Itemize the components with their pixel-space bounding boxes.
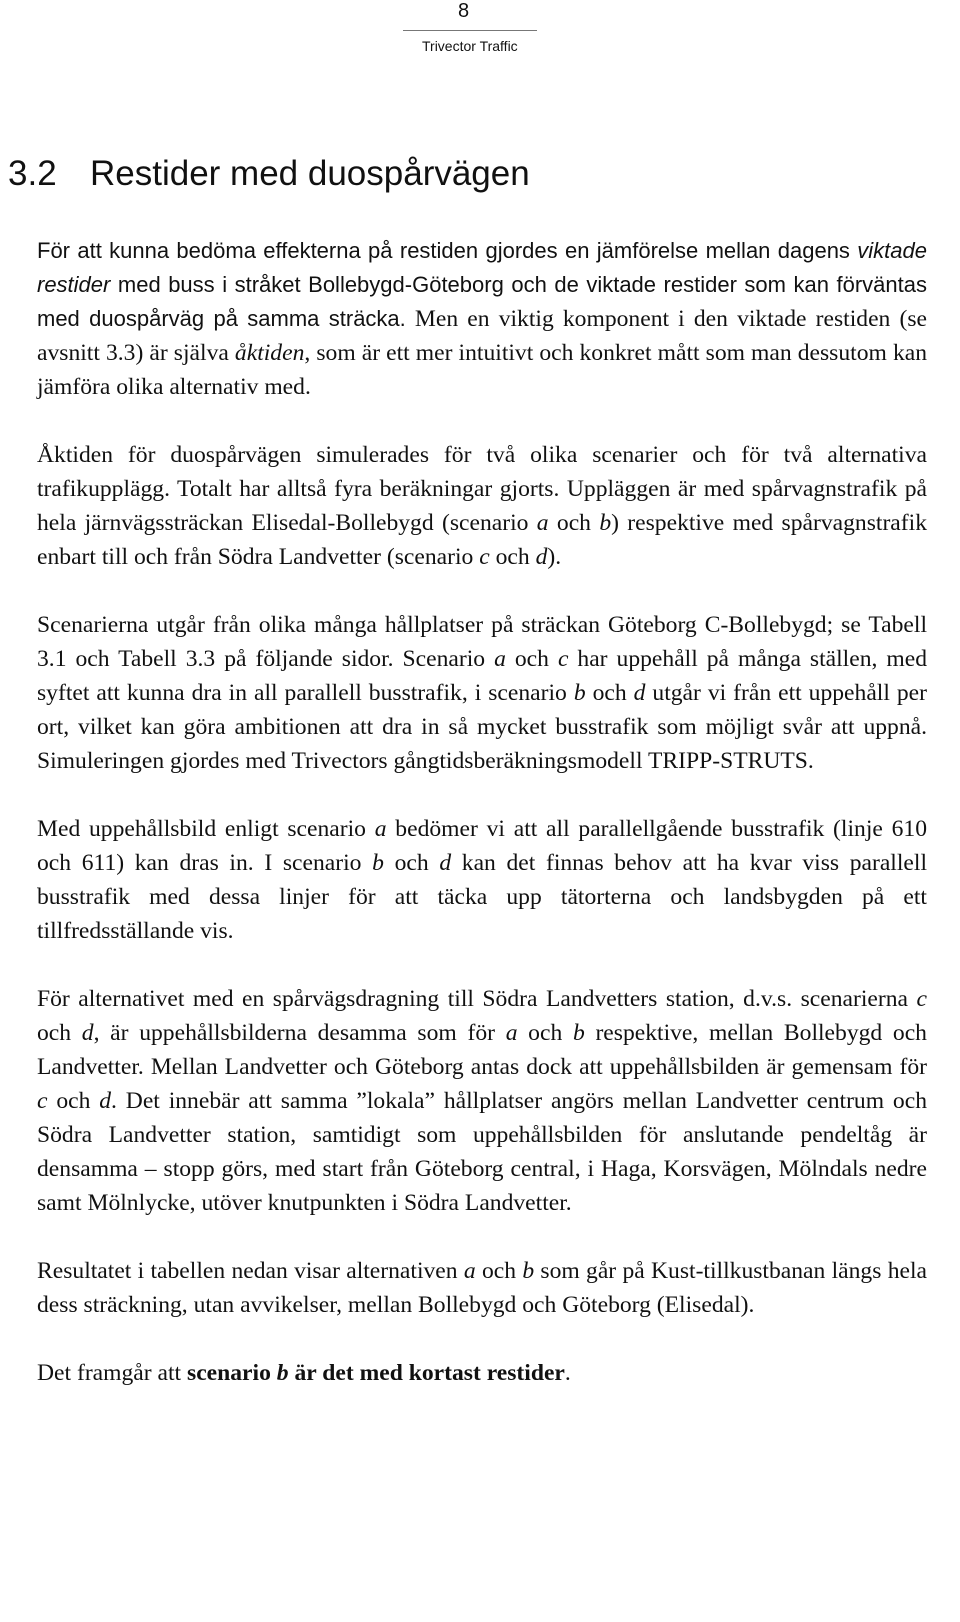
text-run: . Det innebär att samma ”lokala” hållplatser angörs mellan Landvetter centrum och Södra Landvetter station, samtidigt som uppehållsbilden för anslutande pendeltåg är densamma – stopp görs, med start från Göteborg central, i Haga, Korsvägen, Mölndals nedre samt Mölnlycke, utöver knutpunkten i Södra Landvetter.: [37, 1088, 927, 1216]
text-run-italic: b: [573, 680, 586, 706]
paragraph-1: [37, 234, 927, 404]
text-run: bedömer vi att all parallellgående busstrafik (linje 610 och 611) kan dras in. I scenario: [37, 816, 927, 876]
text-run-italic: a: [494, 646, 506, 672]
paragraph-2: [37, 438, 927, 574]
text-run-bold: scenario: [187, 1360, 277, 1386]
text-run: För alternativet med en spårvägsdragning till Södra Landvetters station, d.v.s. scenarierna: [37, 986, 917, 1012]
text-run-italic: a: [505, 1020, 518, 1046]
section-title: Restider med duospårvägen: [90, 154, 530, 193]
page-number: 8: [458, 0, 470, 22]
text-run-italic: c: [37, 1088, 48, 1114]
text-run-bold: är det med kortast restider: [288, 1360, 565, 1386]
text-run-italic: d: [99, 1088, 112, 1114]
text-run-italic: b: [572, 1020, 585, 1046]
text-run: och: [505, 646, 558, 672]
text-run-bold-italic: b: [276, 1360, 289, 1386]
text-run-italic: d: [439, 850, 452, 876]
body-text: [37, 234, 927, 1390]
paragraph-4: [37, 812, 927, 948]
section-number: 3.2: [8, 154, 57, 193]
text-run: har uppehåll på många ställen, med syftet att kunna dra in all parallell busstrafik, i scenario: [37, 646, 928, 706]
text-run-italic: c: [916, 986, 927, 1012]
header-rule: [403, 30, 537, 31]
text-run-italic: d: [633, 680, 646, 706]
text-run-italic: b: [599, 510, 612, 536]
text-run: Resultatet i tabellen nedan visar alternativen: [37, 1258, 464, 1284]
text-run: .: [564, 1360, 571, 1386]
text-run: och: [548, 510, 600, 536]
text-run: , som är ett mer intuitivt och konkret mått som man dessutom kan jämföra olika alternativ med.: [37, 340, 928, 400]
text-run: och: [585, 680, 634, 706]
text-run: med buss i stråket Bollebygd-Göteborg och de viktade restider som kan förväntas med duospårväg på samma sträcka.: [37, 272, 927, 331]
page-header: [0, 0, 960, 70]
text-run: , är uppehållsbilderna desamma som för: [93, 1020, 506, 1046]
text-run-italic: c: [479, 544, 490, 570]
text-run: kan det finnas behov att ha kvar viss parallell busstrafik med dessa linjer för att täcka upp tätorterna och landsbygden på ett tillfredsställande vis.: [37, 850, 928, 944]
paragraph-5: [37, 982, 927, 1220]
section-heading: [8, 154, 530, 194]
text-run: och: [475, 1258, 523, 1284]
text-run: och: [383, 850, 440, 876]
text-run-italic: åktiden: [234, 340, 305, 366]
text-run: och: [489, 544, 536, 570]
text-run: För att kunna bedöma effekterna på restiden gjordes en jämförelse mellan dagens: [37, 238, 858, 263]
text-run: Det framgår att: [37, 1360, 188, 1386]
text-run: respektive, mellan Bollebygd och Landvetter. Mellan Landvetter och Göteborg antas dock att uppehållsbilden är gemensam för: [37, 1020, 927, 1080]
text-run: och: [47, 1088, 100, 1114]
text-run: ).: [547, 544, 562, 570]
paragraph-6: [37, 1254, 927, 1322]
text-run: och: [517, 1020, 573, 1046]
text-run-italic: viktade restider: [37, 238, 927, 297]
text-run: ) respektive med spårvagnstrafik enbart till och från Södra Landvetter (scenario: [37, 510, 927, 570]
paragraph-7: [37, 1356, 927, 1390]
text-run-italic: a: [463, 1258, 476, 1284]
text-run-italic: b: [522, 1258, 535, 1284]
text-run: och: [37, 1020, 82, 1046]
text-run-italic: b: [372, 850, 384, 876]
paragraph-3: [37, 608, 927, 778]
text-run-italic: c: [557, 646, 569, 672]
text-run-italic: a: [536, 510, 549, 536]
text-run: Men en viktig komponent i den viktade restiden (se avsnitt 3.3) är själva: [37, 306, 927, 366]
running-title: Trivector Traffic: [422, 38, 518, 54]
text-run-italic: d: [81, 1020, 94, 1046]
text-run: utgår vi från ett uppehåll per ort, vilket kan göra ambitionen att dra in så mycket busstrafik som möjligt svår att uppnå. Simuleringen gjordes med Trivectors gångtidsberäkningsmodell TRIPP-STRUTS.: [37, 680, 927, 774]
text-run-italic: a: [374, 816, 387, 842]
text-run: Scenarierna utgår från olika många hållplatser på sträckan Göteborg C-Bollebygd; se Tabell 3.1 och Tabell 3.3 på följande sidor. Scenario: [37, 612, 927, 672]
text-run-italic: d: [535, 544, 548, 570]
text-run: Åktiden för duospårvägen simulerades för två olika scenarier och för två alternativa trafikupplägg. Totalt har alltså fyra beräkningar gjorts. Uppläggen är med spårvagnstrafik på hela järnvägssträckan Elisedal-Bollebygd (scenario: [37, 442, 927, 536]
text-run: Med uppehållsbild enligt scenario: [37, 816, 375, 842]
text-run: som går på Kust-tillkustbanan längs hela dess sträckning, utan avvikelser, mellan Bollebygd och Göteborg (Elisedal).: [37, 1258, 927, 1318]
